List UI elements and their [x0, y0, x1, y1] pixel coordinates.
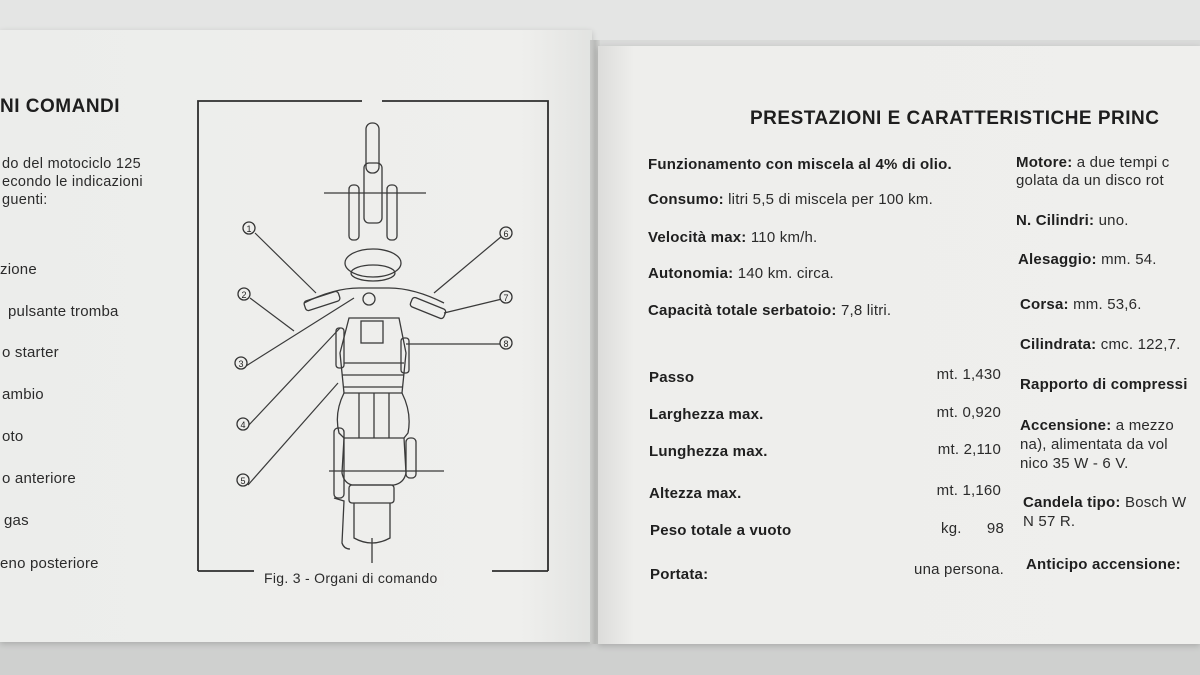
- dim-altezza-label: Altezza max.: [649, 485, 742, 502]
- control-item-2: pulsante tromba: [8, 303, 119, 320]
- spec-corsa: [1020, 296, 1142, 313]
- dim-peso-value: 98: [986, 520, 1004, 537]
- motorcycle-top-view-diagram: [194, 93, 552, 583]
- callout-2: [238, 288, 250, 300]
- spec-candela-line2: N 57 R.: [1023, 513, 1076, 530]
- dim-portata-value: una persona.: [914, 561, 1004, 578]
- spec-corsa-label: Corsa:: [1020, 296, 1069, 313]
- spec-funzionamento-label: Funzionamento con miscela al 4% di olio.: [648, 156, 952, 173]
- callout-label-1: 1: [246, 224, 252, 234]
- intro-text: [2, 155, 143, 209]
- callout-label-2: 2: [241, 290, 247, 300]
- spec-consumo-label: Consumo:: [648, 191, 724, 208]
- spec-accensione-value: a mezzo: [1115, 417, 1174, 434]
- spec-corsa-value: mm. 53,6.: [1073, 296, 1142, 313]
- spec-accensione-line2: na), alimentata da vol: [1020, 436, 1168, 453]
- control-item-4: ambio: [2, 386, 44, 403]
- callout-label-8: 8: [503, 339, 509, 349]
- control-item-6: o anteriore: [2, 470, 76, 487]
- spec-capacita: [648, 302, 891, 319]
- spec-autonomia: [648, 265, 834, 282]
- callout-label-3: 3: [238, 359, 244, 369]
- spec-cilindri: [1016, 212, 1129, 229]
- spec-motore-value: a due tempi c: [1076, 154, 1170, 171]
- spec-velocita: [648, 229, 817, 246]
- spec-accensione-line3: nico 35 W - 6 V.: [1020, 455, 1129, 472]
- spec-capacita-value: 7,8 litri.: [840, 302, 892, 319]
- callout-6: [500, 227, 512, 239]
- dim-lunghezza-value: mt. 2,110: [937, 441, 1001, 458]
- spec-capacita-label: Capacità totale serbatoio:: [648, 302, 837, 319]
- dim-passo-value: mt. 1,430: [936, 366, 1001, 383]
- dim-passo-label: Passo: [649, 369, 695, 386]
- control-item-5: oto: [2, 428, 24, 445]
- callout-8: [500, 337, 512, 349]
- figure-caption: Fig. 3 - Organi di comando: [258, 570, 444, 586]
- callout-1: [243, 222, 255, 234]
- figure-3: [194, 93, 552, 586]
- spec-velocita-value: 110 km/h.: [750, 229, 818, 246]
- spec-motore-line2: golata da un disco rot: [1016, 172, 1164, 189]
- callout-5: [237, 474, 249, 486]
- spec-motore: [1016, 154, 1169, 171]
- control-item-3: o starter: [2, 344, 59, 361]
- intro-line: econdo le indicazioni: [2, 174, 143, 190]
- frame-left: [198, 101, 362, 571]
- spec-candela: [1023, 494, 1186, 511]
- dim-larghezza-label: Larghezza max.: [649, 406, 764, 423]
- motorcycle-outline: [303, 123, 446, 563]
- intro-line: do del motociclo 125: [2, 156, 141, 172]
- spec-accensione: [1020, 417, 1174, 434]
- spec-cilindrata: [1020, 336, 1180, 353]
- callout-label-6: 6: [503, 229, 509, 239]
- callout-label-4: 4: [240, 420, 246, 430]
- right-page-heading: PRESTAZIONI E CARATTERISTICHE PRINC: [750, 108, 1160, 129]
- spec-cilindri-value: uno.: [1098, 212, 1129, 229]
- spec-accensione-label: Accensione:: [1020, 417, 1112, 434]
- callout-7: [500, 291, 512, 303]
- dim-larghezza-value: mt. 0,920: [936, 404, 1001, 421]
- spec-autonomia-label: Autonomia:: [648, 265, 734, 282]
- spec-candela-value: Bosch W: [1124, 494, 1187, 511]
- callout-4: [237, 418, 249, 430]
- dim-peso-unit: kg.: [941, 520, 962, 537]
- spec-anticipo-label: Anticipo accensione:: [1026, 556, 1181, 573]
- right-page: [598, 46, 1200, 644]
- frame-right: [382, 101, 548, 571]
- dim-altezza-value: mt. 1,160: [936, 482, 1001, 499]
- dim-lunghezza-label: Lunghezza max.: [649, 443, 768, 460]
- spec-cilindrata-label: Cilindrata:: [1020, 336, 1097, 353]
- spec-motore-label: Motore:: [1016, 154, 1073, 171]
- callout-markers: [235, 222, 512, 486]
- control-item-1: zione: [0, 261, 37, 278]
- spec-cilindrata-value: cmc. 122,7.: [1100, 336, 1181, 353]
- left-page-heading: NI COMANDI: [0, 96, 121, 117]
- control-item-7: gas: [4, 512, 29, 529]
- callout-leaders: [246, 233, 502, 485]
- spec-alesaggio-value: mm. 54.: [1101, 251, 1157, 268]
- dim-peso-label: Peso totale a vuoto: [650, 522, 792, 539]
- spec-velocita-label: Velocità max:: [648, 229, 747, 246]
- spec-alesaggio: [1018, 251, 1157, 268]
- spec-consumo-value: litri 5,5 di miscela per 100 km.: [728, 191, 933, 208]
- background-table: [0, 640, 1200, 675]
- callout-label-7: 7: [503, 293, 509, 303]
- dim-portata-label: Portata:: [650, 566, 709, 583]
- control-item-8: eno posteriore: [0, 555, 99, 572]
- spec-autonomia-value: 140 km. circa.: [737, 265, 834, 282]
- spec-rapporto-label: Rapporto di compressi: [1020, 376, 1188, 393]
- spec-cilindri-label: N. Cilindri:: [1016, 212, 1095, 229]
- spec-candela-label: Candela tipo:: [1023, 494, 1121, 511]
- spec-consumo: [648, 191, 933, 208]
- callout-3: [235, 357, 247, 369]
- spec-funzionamento: [648, 156, 952, 173]
- spec-alesaggio-label: Alesaggio:: [1018, 251, 1097, 268]
- intro-line: guenti:: [2, 192, 48, 208]
- callout-label-5: 5: [240, 476, 246, 486]
